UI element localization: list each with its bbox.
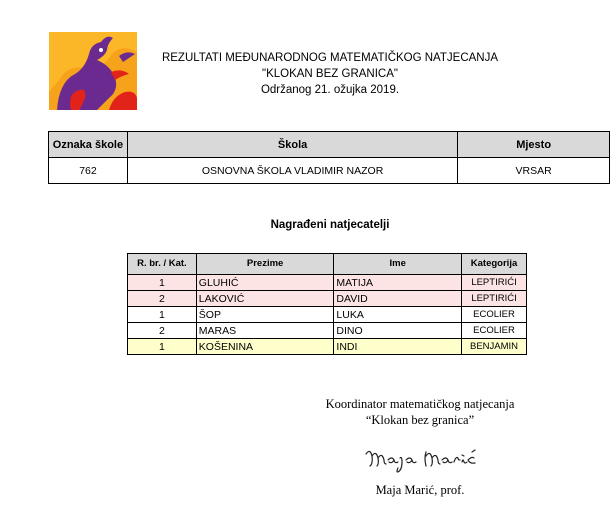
coordinator-line-2: “Klokan bez granica” (365, 413, 475, 427)
surname-cell: ŠOP (196, 307, 334, 323)
document-heading (150, 50, 510, 98)
heading-line-1: REZULTATI MEĐUNARODNOG MATEMATIČKOG NATJECANJA (161, 52, 499, 64)
table-row (128, 323, 527, 339)
table-row (128, 291, 527, 307)
rank-cell: 1 (128, 339, 197, 355)
surname-header: Prezime (196, 254, 334, 275)
school-code: 762 (49, 158, 128, 184)
school-table-header (49, 132, 610, 158)
firstname-header: Ime (334, 254, 462, 275)
surname-cell: MARAS (196, 323, 334, 339)
firstname-cell: DAVID (334, 291, 462, 307)
category-cell: LEPTIRIĆI (462, 291, 527, 307)
category-cell: ECOLIER (462, 307, 527, 323)
coordinator-title (300, 396, 540, 428)
handwritten-signature (362, 444, 482, 474)
table-row (128, 307, 527, 323)
firstname-cell: LUKA (334, 307, 462, 323)
rank-cell: 2 (128, 291, 197, 307)
category-header: Kategorija (462, 254, 527, 275)
rank-cell: 2 (128, 323, 197, 339)
surname-cell: GLUHIĆ (196, 275, 334, 291)
category-cell: ECOLIER (462, 323, 527, 339)
school-place: VRSAR (458, 158, 610, 184)
firstname-cell: INDI (334, 339, 462, 355)
awards-table (127, 253, 527, 355)
heading-line-3: Održanog 21. ožujka 2019. (260, 84, 400, 96)
school-code-header: Oznaka škole (49, 132, 128, 158)
school-name: OSNOVNA ŠKOLA VLADIMIR NAZOR (127, 158, 457, 184)
rank-cell: 1 (128, 307, 197, 323)
school-name-header: Škola (127, 132, 457, 158)
school-table (48, 131, 610, 184)
school-table-row (49, 158, 610, 184)
surname-cell: KOŠENINA (196, 339, 334, 355)
awards-table-header (128, 254, 527, 275)
rank-cell: 1 (128, 275, 197, 291)
table-row (128, 339, 527, 355)
table-row (128, 275, 527, 291)
category-cell: LEPTIRIĆI (462, 275, 527, 291)
rank-header: R. br. / Kat. (128, 254, 197, 275)
firstname-cell: MATIJA (334, 275, 462, 291)
coordinator-line-1: Koordinator matematičkog natjecanja (325, 397, 515, 411)
kangaroo-logo (49, 32, 137, 110)
school-place-header: Mjesto (458, 132, 610, 158)
signer-name: Maja Marić, prof. (375, 483, 465, 497)
firstname-cell: DINO (334, 323, 462, 339)
heading-line-2: "KLOKAN BEZ GRANICA" (262, 68, 398, 80)
category-cell: BENJAMIN (462, 339, 527, 355)
surname-cell: LAKOVIĆ (196, 291, 334, 307)
awards-title: Nagrađeni natjecatelji (270, 219, 390, 231)
